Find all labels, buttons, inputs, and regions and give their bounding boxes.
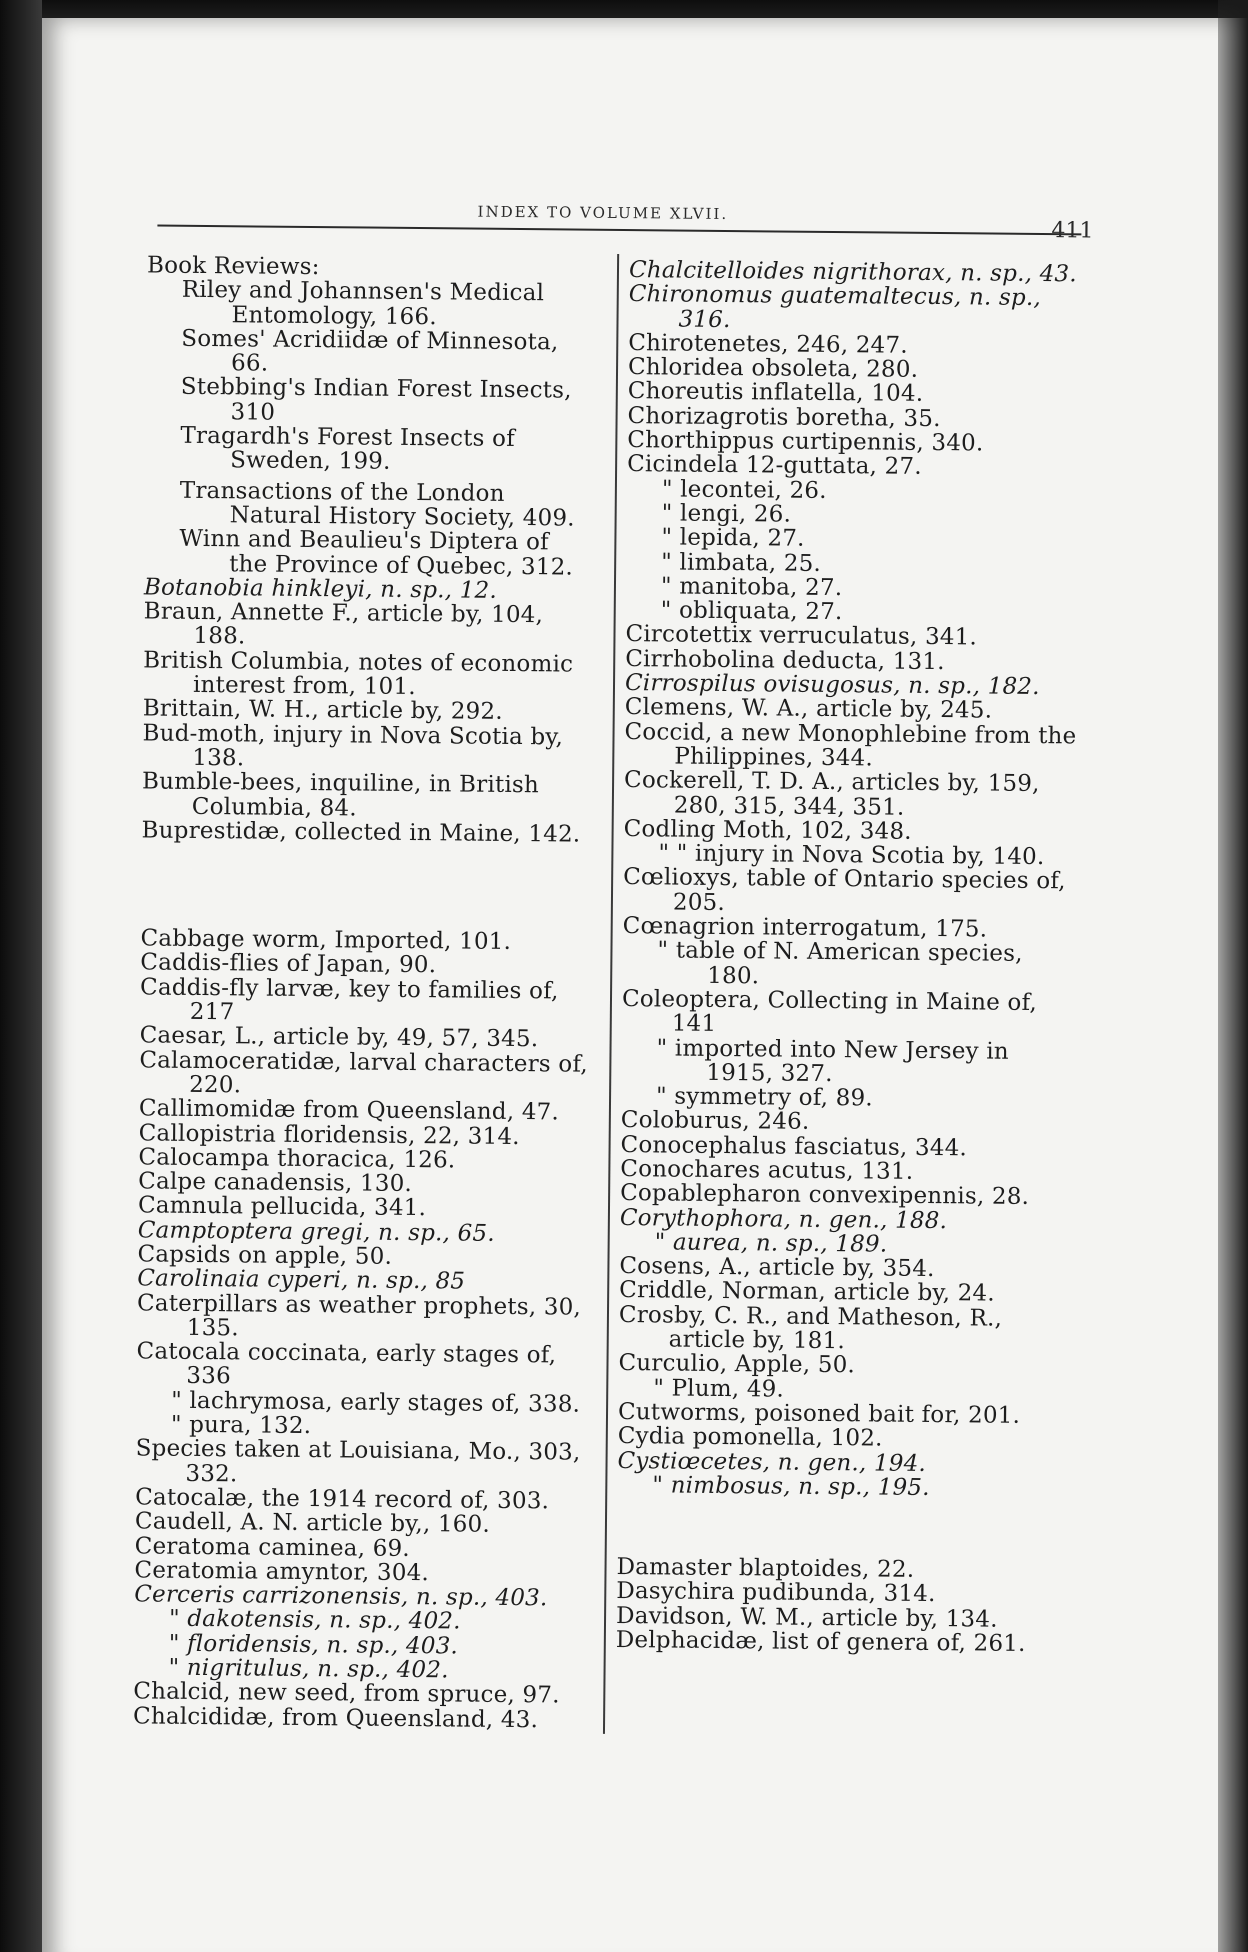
index-entry: Bumble-bees, inquiline, in British Columbia, 84. xyxy=(141,768,540,821)
index-entry: " manitoba, 27. xyxy=(660,573,843,601)
index-entry: Caddis-fly larvæ, key to families of, 217 xyxy=(139,974,559,1026)
index-entry: Book Reviews: xyxy=(146,252,320,281)
index-entry: " imported into New Jersey in 1915, 327. xyxy=(656,1034,1009,1087)
index-entry: Camptoptera gregi, n. sp., 65. xyxy=(137,1217,495,1247)
index-entry: Capsids on apple, 50. xyxy=(137,1241,393,1270)
index-entry: Cirrhobolina deducta, 131. xyxy=(625,645,945,675)
index-entry: Choreutis inflatella, 104. xyxy=(627,378,924,408)
index-entry: Copablepharon convexipennis, 28. xyxy=(620,1180,1030,1211)
index-entry: Camnula pellucida, 341. xyxy=(137,1192,427,1222)
index-entry: Cabbage worm, Imported, 101. xyxy=(140,925,512,956)
index-entry: " lepida, 27. xyxy=(661,524,805,553)
index-entry: Species taken at Louisiana, Mo., 303, 332. xyxy=(135,1435,581,1488)
index-entry: Catocalæ, the 1914 record of, 303. xyxy=(135,1484,550,1515)
index-entry: Calamoceratidæ, larval characters of, 220. xyxy=(139,1046,588,1099)
index-entry: Braun, Annette F., article by, 104, 188. xyxy=(143,598,544,650)
index-entry: Crosby, C. R., and Matheson, R., article by, 181. xyxy=(618,1301,1003,1355)
index-entry: Caddis-flies of Japan, 90. xyxy=(140,949,437,979)
index-entry: Ceratoma caminea, 69. xyxy=(134,1532,410,1562)
index-column-left xyxy=(133,253,597,1732)
index-entry: Cerceris carrizonensis, n. sp., 403. xyxy=(134,1581,548,1612)
index-entry: Buprestidæ, collected in Maine, 142. xyxy=(141,817,581,848)
index-entry: Cystiœcetes, n. gen., 194. xyxy=(617,1447,927,1477)
index-entry: Botanobia hinkleyi, n. sp., 12. xyxy=(143,574,498,604)
index-entry: Callimomidæ from Queensland, 47. xyxy=(138,1095,560,1126)
index-entry: Codling Moth, 102, 348. xyxy=(623,815,912,845)
index-entry: Chirotenetes, 246, 247. xyxy=(628,329,908,359)
index-entry: Criddle, Norman, article by, 24. xyxy=(619,1277,995,1308)
index-entry: Coloburus, 246. xyxy=(620,1107,810,1136)
index-entry: Chalcitelloides nigrithorax, n. sp., 43. xyxy=(628,257,1077,288)
index-entry: Stebbing's Indian Forest Insects, 310 xyxy=(180,374,572,426)
index-entry: Calpe canadensis, 130. xyxy=(138,1168,413,1198)
index-entry: " floridensis, n. sp., 403. xyxy=(168,1630,459,1660)
index-entry: Cockerell, T. D. A., articles by, 159, 280, 315, 344, 351. xyxy=(623,767,1040,821)
index-entry: " limbata, 25. xyxy=(661,548,822,577)
header-rule xyxy=(157,225,1081,236)
index-entry: " obliquata, 27. xyxy=(660,597,843,626)
index-entry: " lachrymosa, early stages of, 338. xyxy=(171,1387,581,1418)
index-entry: British Columbia, notes of economic interest from, 101. xyxy=(143,647,574,701)
index-entry: Circotettix verruculatus, 341. xyxy=(625,621,978,651)
running-title: INDEX TO VOLUME XLVII. xyxy=(477,202,729,224)
index-entry: Calocampa thoracica, 126. xyxy=(138,1144,456,1174)
index-entry: " table of N. American species, 180. xyxy=(657,937,1023,989)
index-entry: " " injury in Nova Scotia by, 140. xyxy=(658,840,1045,871)
index-entry: Coleoptera, Collecting in Maine of, 141 xyxy=(621,985,1038,1038)
index-entry: Caterpillars as weather prophets, 30, 135. xyxy=(136,1289,582,1342)
index-entry: Caesar, L., article by, 49, 57, 345. xyxy=(139,1022,539,1053)
index-entry: " dakotensis, n. sp., 402. xyxy=(168,1606,461,1635)
index-entry: " nigritulus, n. sp., 402. xyxy=(168,1654,449,1684)
index-entry: Cutworms, poisoned bait for, 201. xyxy=(617,1398,1021,1429)
index-entry: Bud-moth, injury in Nova Scotia by, 138. xyxy=(142,720,564,772)
index-entry: Conochares acutus, 131. xyxy=(620,1155,914,1185)
index-entry: Clemens, W. A., article by, 245. xyxy=(624,694,993,724)
index-entry: Riley and Johannsen's Medical Entomology, 166. xyxy=(181,277,545,330)
index-entry: " symmetry of, 89. xyxy=(655,1083,874,1112)
index-entry: " lengi, 26. xyxy=(661,500,792,528)
index-entry: Cirrospilus ovisugosus, n. sp., 182. xyxy=(624,670,1040,701)
index-entry: Somes' Acridiidæ of Minnesota, 66. xyxy=(181,325,559,377)
index-entry: Cosens, A., article by, 354. xyxy=(619,1253,935,1283)
index-entry: Chloridea obsoleta, 280. xyxy=(627,354,919,384)
index-entry: Transactions of the London Natural History Society, 409. xyxy=(179,477,575,532)
index-entry: Caudell, A. N. article by,, 160. xyxy=(134,1508,491,1539)
index-entry: Davidson, W. M., article by, 134. xyxy=(615,1602,998,1633)
index-entry: Callopistria floridensis, 22, 314. xyxy=(138,1119,520,1150)
index-entry: " lecontei, 26. xyxy=(661,476,827,504)
index-entry: Winn and Beaulieu's Diptera of the Province of Quebec, 312. xyxy=(179,526,574,581)
index-entry: Cydia pomonella, 102. xyxy=(617,1423,883,1452)
index-entry: Delphacidæ, list of genera of, 261. xyxy=(615,1627,1026,1657)
index-entry: " aurea, n. sp., 189. xyxy=(654,1229,888,1258)
index-entry: Catocala coccinata, early stages of, 336 xyxy=(136,1338,557,1390)
index-column-right xyxy=(616,258,1081,1657)
index-entry: Tragardh's Forest Insects of Sweden, 199. xyxy=(180,422,515,476)
index-entry: Chalcididæ, from Queensland, 43. xyxy=(132,1702,539,1733)
index-entry: " nimbosus, n. sp., 195. xyxy=(652,1472,930,1501)
index-entry: Chironomus guatemaltecus, n. sp., 316. xyxy=(628,281,1042,333)
index-entry: Chalcid, new seed, from spruce, 97. xyxy=(133,1678,560,1709)
index-entry: Chorthippus curtipennis, 340. xyxy=(627,427,984,457)
index-entry: Cœnagrion interrogatum, 175. xyxy=(622,913,988,943)
index-entry: Brittain, W. H., article by, 292. xyxy=(142,695,503,726)
index-entry: Coccid, a new Monophlebine from the Philippines, 344. xyxy=(624,718,1077,772)
index-entry: Dasychira pudibunda, 314. xyxy=(616,1578,936,1608)
index-entry: Damaster blaptoides, 22. xyxy=(616,1554,915,1583)
index-entry: " Plum, 49. xyxy=(653,1374,785,1403)
page-number: 411 xyxy=(1051,218,1094,244)
index-entry: Corythophora, n. gen., 188. xyxy=(619,1204,948,1234)
index-entry: Cicindela 12-guttata, 27. xyxy=(627,451,922,481)
index-entry: Cœlioxys, table of Ontario species of, 205. xyxy=(623,864,1066,916)
index-entry: " pura, 132. xyxy=(170,1411,312,1440)
index-entry: Ceratomia amyntor, 304. xyxy=(134,1557,430,1587)
index-entry: Curculio, Apple, 50. xyxy=(618,1350,856,1379)
index-entry: Conocephalus fasciatus, 344. xyxy=(620,1131,968,1162)
index-entry: Chorizagrotis boretha, 35. xyxy=(627,402,941,432)
index-entry: Carolinaia cyperi, n. sp., 85 xyxy=(137,1265,466,1295)
